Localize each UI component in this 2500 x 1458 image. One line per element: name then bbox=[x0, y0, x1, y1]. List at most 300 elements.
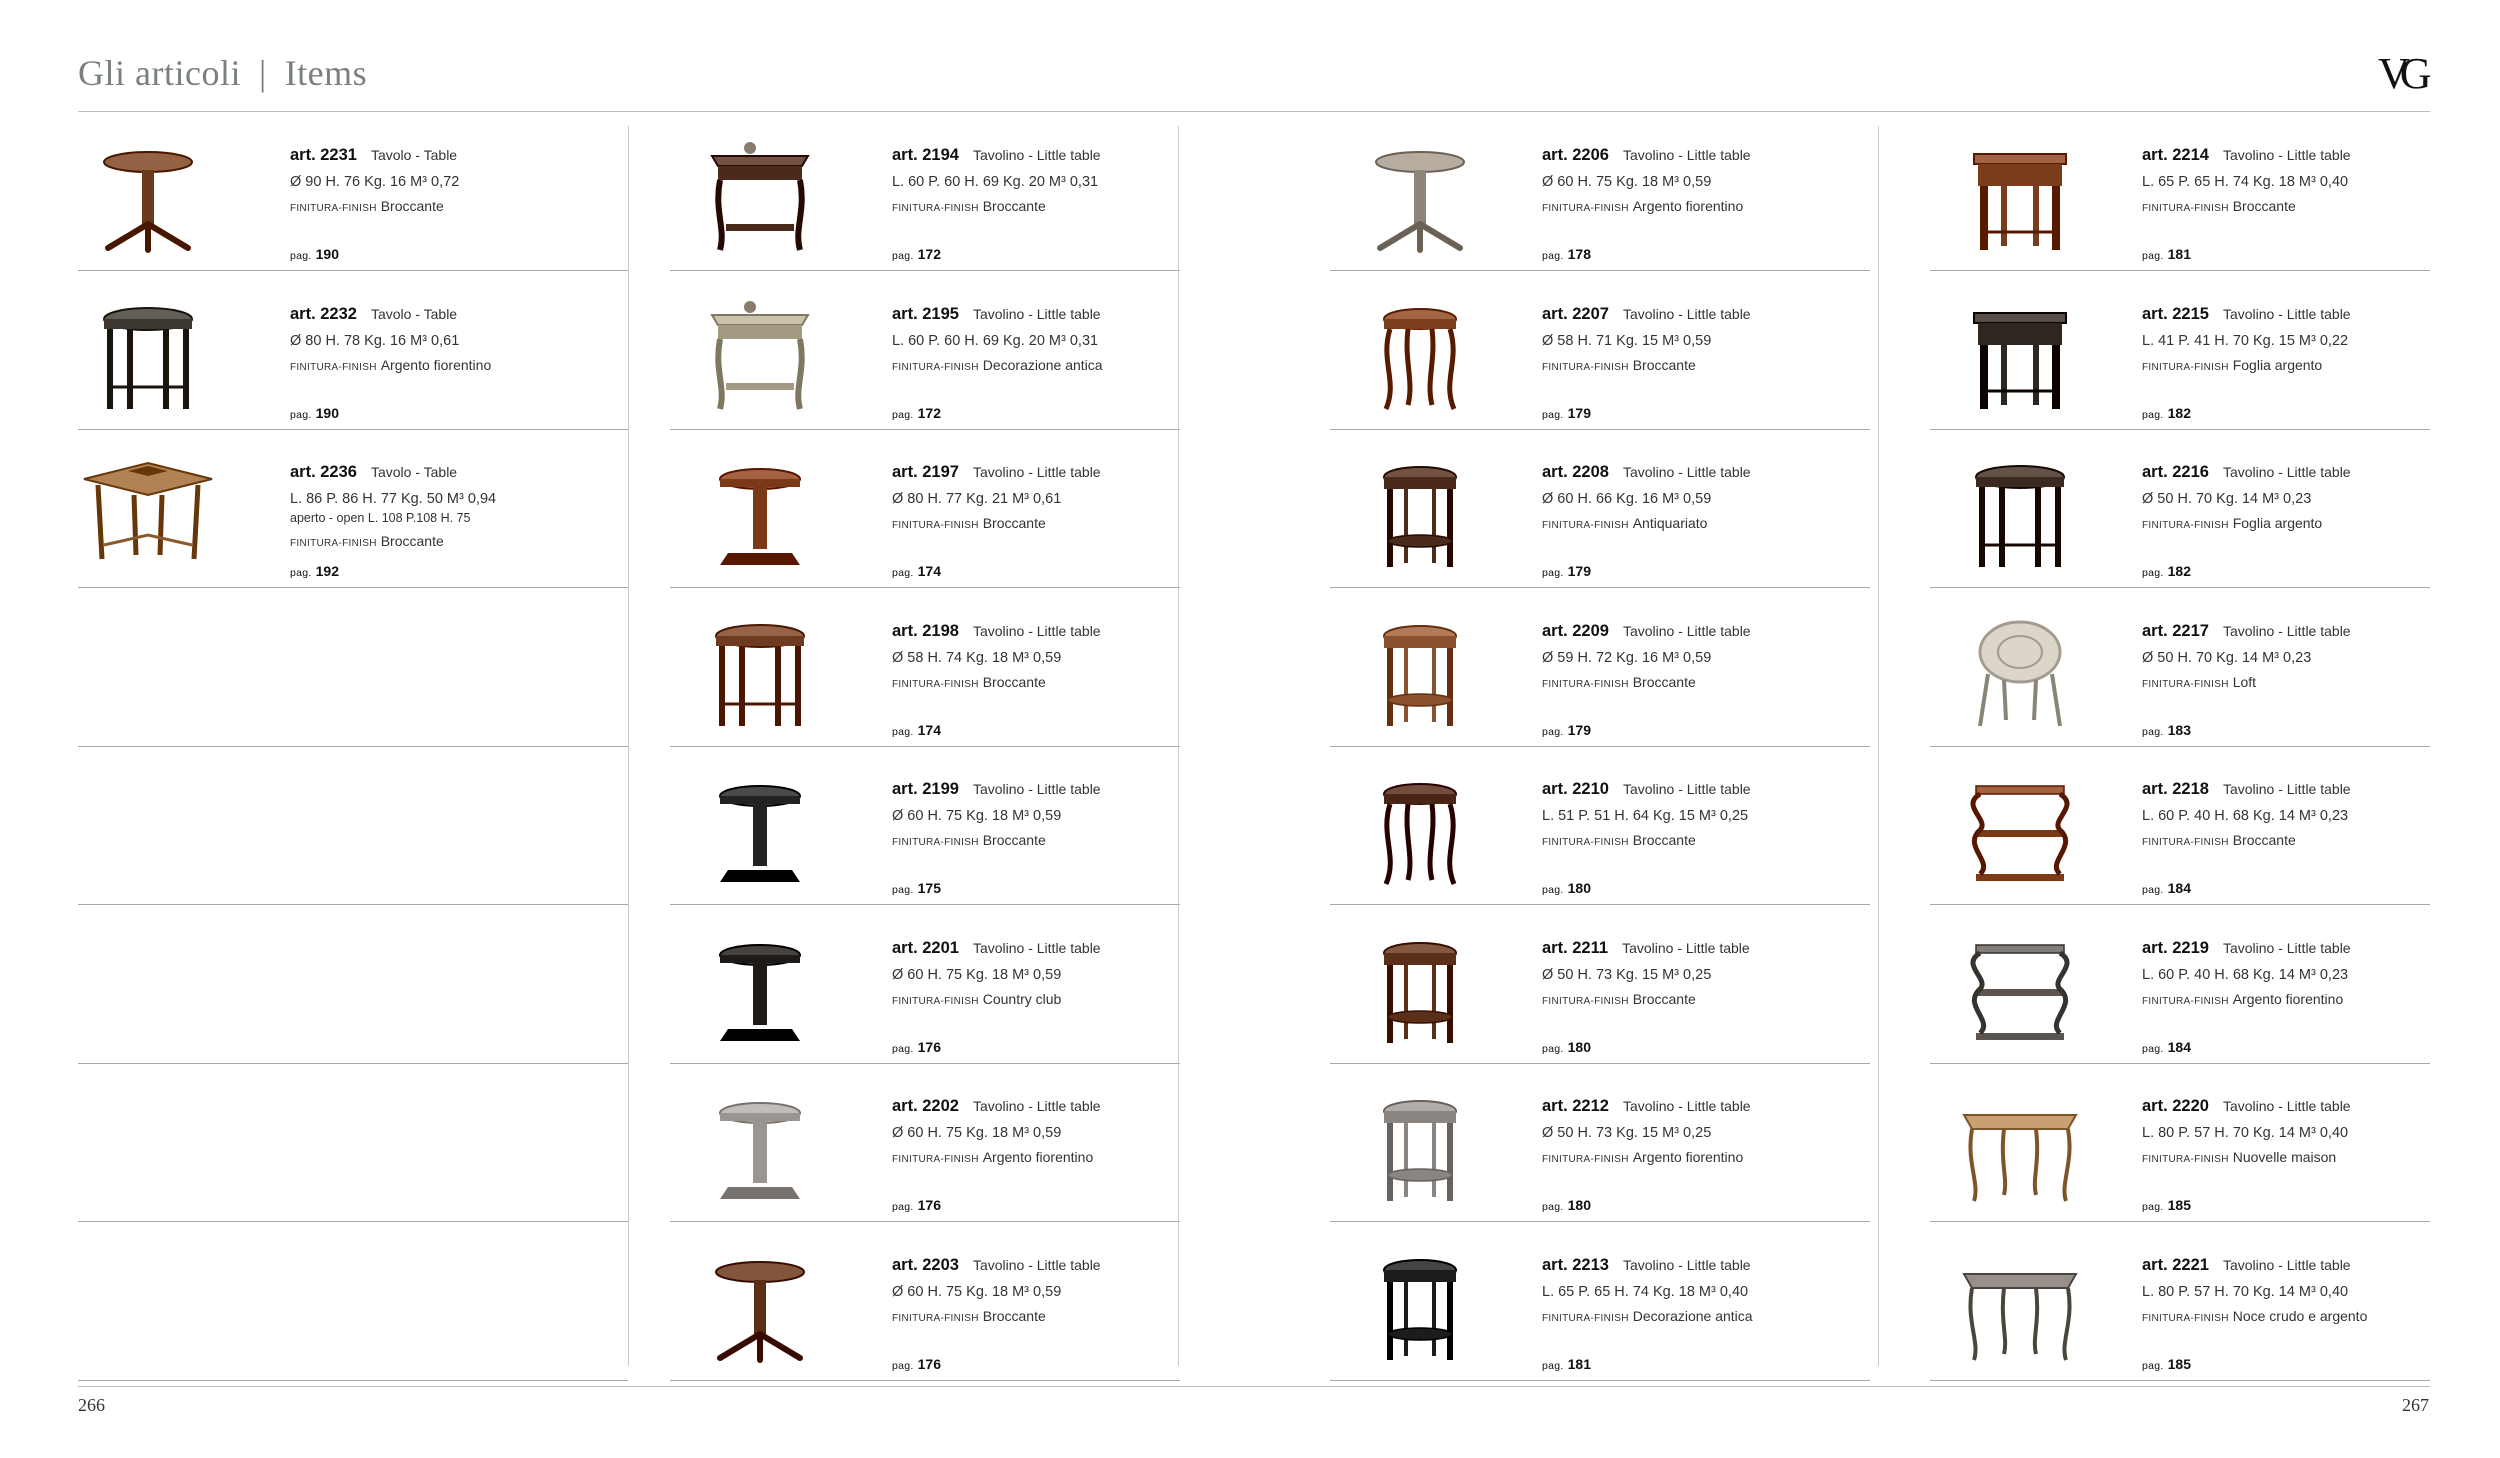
page-reference-label: pag. bbox=[892, 1201, 914, 1213]
page-reference-number: 181 bbox=[1567, 1355, 1591, 1372]
finish-label: FINITURA-FINISH bbox=[290, 538, 377, 549]
finish-line bbox=[290, 533, 496, 549]
finish-value: Country club bbox=[982, 990, 1062, 1007]
article-number: art. 2213 bbox=[1542, 1255, 1609, 1274]
row-divider bbox=[670, 1063, 1180, 1064]
page-reference-number: 180 bbox=[1567, 1197, 1591, 1213]
finish-line bbox=[1542, 1149, 1751, 1165]
finish-value: Argento fiorentino bbox=[380, 356, 492, 373]
page-reference-number: 180 bbox=[1567, 880, 1591, 896]
product-type: Tavolino - Little table bbox=[1622, 305, 1751, 322]
product-info bbox=[1542, 780, 1751, 848]
finish-line bbox=[1542, 357, 1751, 373]
product-info bbox=[2142, 146, 2351, 214]
finish-label: FINITURA-FINISH bbox=[2142, 520, 2229, 531]
brand-logo: VG bbox=[2378, 49, 2422, 98]
page-reference-label: pag. bbox=[1542, 250, 1564, 262]
finish-value: Argento fiorentino bbox=[1632, 1149, 1744, 1165]
finish-value: Broccante bbox=[1632, 356, 1696, 373]
page-reference-label: pag. bbox=[892, 1359, 914, 1372]
finish-line bbox=[1542, 1308, 1753, 1324]
row-divider bbox=[1330, 746, 1870, 747]
page-reference bbox=[1542, 722, 1591, 738]
finish-label: FINITURA-FINISH bbox=[892, 520, 979, 531]
article-number: art. 2203 bbox=[892, 1255, 959, 1274]
finish-value: Broccante bbox=[1632, 832, 1696, 848]
product-info bbox=[2142, 463, 2351, 531]
page-reference-label: pag. bbox=[1542, 1042, 1564, 1055]
product-type: Tavolino - Little table bbox=[972, 939, 1101, 956]
row-divider bbox=[1930, 429, 2430, 430]
header-rule bbox=[78, 111, 2430, 112]
product-heading bbox=[892, 146, 1101, 165]
page-reference-label: pag. bbox=[892, 884, 914, 896]
finish-label: FINITURA-FINISH bbox=[290, 361, 377, 373]
product-info bbox=[290, 463, 496, 549]
page-reference bbox=[1542, 246, 1591, 262]
row-divider bbox=[1330, 1380, 1870, 1381]
dimensions: L. 60 P. 40 H. 68 Kg. 14 M³ 0,23 bbox=[2142, 808, 2349, 824]
page-reference bbox=[892, 880, 941, 896]
dimensions: Ø 50 H. 70 Kg. 14 M³ 0,23 bbox=[2142, 649, 2312, 666]
product-type: Tavolino - Little table bbox=[2222, 781, 2351, 797]
page-reference-label: pag. bbox=[290, 408, 312, 421]
column-divider-2 bbox=[1178, 126, 1179, 1366]
product-heading bbox=[1542, 146, 1751, 165]
page-reference-number: 192 bbox=[315, 563, 339, 579]
page-reference bbox=[1542, 1039, 1591, 1055]
finish-line bbox=[2142, 674, 2351, 690]
product-heading bbox=[1542, 939, 1750, 958]
product-heading bbox=[1542, 780, 1751, 799]
product-heading bbox=[1542, 1256, 1753, 1275]
row-divider bbox=[1330, 904, 1870, 905]
dimensions-open: aperto - open L. 108 P.108 H. 75 bbox=[290, 511, 471, 525]
product-image-round-loft bbox=[1950, 608, 2090, 732]
product-image-square-turned bbox=[1950, 132, 2090, 256]
footer-rule bbox=[78, 1386, 2430, 1387]
dimensions: Ø 50 H. 70 Kg. 14 M³ 0,23 bbox=[2142, 491, 2312, 507]
product-info bbox=[892, 463, 1101, 531]
dimensions: Ø 50 H. 73 Kg. 15 M³ 0,25 bbox=[1542, 1125, 1712, 1141]
row-divider bbox=[1930, 746, 2430, 747]
finish-value: Antiquariato bbox=[1632, 515, 1708, 531]
finish-value: Decorazione antica bbox=[982, 356, 1103, 373]
page-reference-number: 179 bbox=[1567, 563, 1591, 579]
finish-line bbox=[2142, 1149, 2351, 1165]
finish-label: FINITURA-FINISH bbox=[290, 203, 377, 214]
page-reference bbox=[1542, 1197, 1591, 1213]
dimensions: L. 80 P. 57 H. 70 Kg. 14 M³ 0,40 bbox=[2142, 1125, 2349, 1141]
page-reference-number: 185 bbox=[2167, 1197, 2191, 1213]
page-number-right: 267 bbox=[2402, 1395, 2429, 1415]
finish-line bbox=[892, 991, 1101, 1007]
product-type: Tavolino - Little table bbox=[972, 1098, 1101, 1114]
page-reference-number: 175 bbox=[917, 880, 941, 896]
finish-value: Broccante bbox=[982, 1307, 1046, 1324]
dimensions: Ø 80 H. 78 Kg. 16 M³ 0,61 bbox=[290, 332, 460, 349]
article-number: art. 2219 bbox=[2142, 938, 2209, 957]
catalog-item bbox=[1930, 126, 2430, 274]
product-type: Tavolino - Little table bbox=[1622, 781, 1751, 797]
article-number: art. 2236 bbox=[290, 463, 357, 481]
page-reference bbox=[1542, 880, 1591, 896]
dimensions: L. 60 P. 60 H. 69 Kg. 20 M³ 0,31 bbox=[892, 174, 1099, 190]
catalog-item bbox=[1330, 1236, 1870, 1384]
row-divider bbox=[670, 270, 1180, 271]
finish-label: FINITURA-FINISH bbox=[1542, 1154, 1629, 1165]
dimensions: Ø 58 H. 74 Kg. 18 M³ 0,59 bbox=[892, 649, 1062, 666]
page-reference-number: 190 bbox=[315, 404, 339, 421]
product-image-round-pedestal-plinth bbox=[690, 925, 830, 1049]
page-reference-number: 190 bbox=[315, 246, 339, 262]
finish-label: FINITURA-FINISH bbox=[1542, 203, 1629, 214]
catalog-item bbox=[1930, 760, 2430, 908]
page-reference-number: 179 bbox=[1567, 721, 1591, 738]
finish-line bbox=[892, 515, 1101, 531]
page-reference-label: pag. bbox=[892, 725, 914, 738]
article-number: art. 2208 bbox=[1542, 463, 1609, 481]
page-reference bbox=[2142, 880, 2191, 896]
finish-label: FINITURA-FINISH bbox=[1542, 678, 1629, 690]
product-type: Tavolino - Little table bbox=[972, 781, 1101, 797]
article-number: art. 2207 bbox=[1542, 304, 1609, 323]
finish-value: Broccante bbox=[1632, 673, 1696, 690]
row-divider bbox=[78, 587, 628, 588]
finish-line bbox=[2142, 357, 2351, 373]
page-reference bbox=[2142, 405, 2191, 421]
catalog-item bbox=[1330, 602, 1870, 750]
finish-value: Foglia argento bbox=[2232, 356, 2323, 373]
product-type: Tavolino - Little table bbox=[972, 464, 1101, 480]
page-reference-label: pag. bbox=[892, 250, 914, 262]
article-number: art. 2215 bbox=[2142, 304, 2209, 323]
finish-value: Argento fiorentino bbox=[1632, 198, 1744, 214]
product-heading bbox=[2142, 1256, 2367, 1275]
finish-line bbox=[1542, 515, 1751, 531]
product-heading bbox=[2142, 939, 2351, 958]
product-heading bbox=[892, 1097, 1101, 1116]
row-divider bbox=[1930, 1380, 2430, 1381]
catalog-item bbox=[1930, 602, 2430, 750]
catalog-item bbox=[1330, 760, 1870, 908]
finish-label: FINITURA-FINISH bbox=[2142, 1312, 2229, 1324]
page-reference-label: pag. bbox=[2142, 250, 2164, 262]
article-number: art. 2211 bbox=[1542, 938, 1609, 957]
page-reference-label: pag. bbox=[892, 1042, 914, 1055]
catalog-item bbox=[1930, 443, 2430, 591]
row-divider bbox=[78, 904, 628, 905]
row-divider bbox=[670, 904, 1180, 905]
article-number: art. 2201 bbox=[892, 938, 959, 957]
catalog-item bbox=[1930, 1236, 2430, 1384]
row-divider bbox=[78, 746, 628, 747]
page-reference bbox=[892, 1197, 941, 1213]
product-heading bbox=[2142, 305, 2351, 324]
catalog-item bbox=[670, 602, 1180, 750]
page-reference-number: 178 bbox=[1567, 246, 1591, 262]
catalog-item bbox=[1330, 1077, 1870, 1225]
product-image-round-four-leg-shelf bbox=[1350, 925, 1490, 1049]
article-number: art. 2197 bbox=[892, 463, 959, 481]
product-image-round-four-leg bbox=[1950, 449, 2090, 573]
page-title bbox=[78, 52, 367, 94]
article-number: art. 2195 bbox=[892, 304, 959, 323]
finish-label: FINITURA-FINISH bbox=[892, 1312, 979, 1324]
finish-value: Argento fiorentino bbox=[2232, 990, 2344, 1007]
article-number: art. 2216 bbox=[2142, 463, 2209, 481]
catalog-item bbox=[670, 285, 1180, 433]
page-reference bbox=[892, 405, 941, 421]
page-reference bbox=[892, 722, 941, 738]
product-info bbox=[290, 305, 491, 373]
page-reference-label: pag. bbox=[2142, 1201, 2164, 1213]
page-reference bbox=[2142, 1039, 2191, 1055]
catalog-item bbox=[78, 126, 628, 274]
finish-label: FINITURA-FINISH bbox=[1542, 1312, 1629, 1324]
dimensions: Ø 60 H. 66 Kg. 16 M³ 0,59 bbox=[1542, 491, 1712, 507]
page-reference bbox=[1542, 1356, 1591, 1372]
product-image-round-four-leg bbox=[690, 608, 830, 732]
product-image-square-turned bbox=[1950, 291, 2090, 415]
product-info bbox=[892, 1256, 1101, 1324]
product-type: Tavolino - Little table bbox=[1622, 1256, 1751, 1273]
dimensions: L. 86 P. 86 H. 77 Kg. 50 M³ 0,94 bbox=[290, 491, 497, 507]
page-number-left: 266 bbox=[78, 1395, 105, 1415]
product-heading bbox=[892, 622, 1101, 641]
product-heading bbox=[892, 305, 1103, 324]
page-reference-label: pag. bbox=[290, 250, 312, 262]
finish-label: FINITURA-FINISH bbox=[1542, 837, 1629, 848]
article-number: art. 2220 bbox=[2142, 1097, 2209, 1115]
finish-label: FINITURA-FINISH bbox=[2142, 678, 2229, 690]
product-image-round-pedestal-plinth bbox=[690, 766, 830, 890]
page-reference-label: pag. bbox=[1542, 1359, 1564, 1372]
dimensions: Ø 59 H. 72 Kg. 16 M³ 0,59 bbox=[1542, 649, 1712, 666]
product-info bbox=[1542, 305, 1751, 373]
product-info bbox=[892, 939, 1101, 1007]
page-reference-label: pag. bbox=[2142, 1042, 2164, 1055]
dimensions: Ø 58 H. 71 Kg. 15 M³ 0,59 bbox=[1542, 332, 1712, 349]
dimensions: L. 41 P. 41 H. 70 Kg. 15 M³ 0,22 bbox=[2142, 332, 2349, 349]
finish-line bbox=[892, 832, 1101, 848]
finish-line bbox=[290, 198, 459, 214]
finish-label: FINITURA-FINISH bbox=[892, 1154, 979, 1165]
product-image-round-curved-leg bbox=[1350, 766, 1490, 890]
product-image-round-four-leg-shelf bbox=[1350, 608, 1490, 732]
product-heading bbox=[2142, 1097, 2351, 1116]
page-reference bbox=[290, 405, 339, 421]
product-info bbox=[1542, 463, 1751, 531]
product-info bbox=[2142, 939, 2351, 1007]
finish-value: Broccante bbox=[1632, 990, 1696, 1007]
finish-label: FINITURA-FINISH bbox=[892, 678, 979, 690]
title-separator: | bbox=[258, 53, 267, 93]
row-divider bbox=[1330, 1221, 1870, 1222]
dimensions: Ø 60 H. 75 Kg. 18 M³ 0,59 bbox=[892, 1283, 1062, 1300]
row-divider bbox=[78, 429, 628, 430]
row-divider bbox=[78, 1221, 628, 1222]
dimensions: Ø 60 H. 75 Kg. 18 M³ 0,59 bbox=[892, 966, 1062, 983]
page-reference bbox=[892, 1039, 941, 1055]
product-type: Tavolino - Little table bbox=[972, 622, 1101, 639]
product-type: Tavolino - Little table bbox=[2222, 464, 2351, 480]
finish-line bbox=[1542, 198, 1751, 214]
finish-value: Broccante bbox=[2232, 198, 2296, 214]
page-reference-number: 180 bbox=[1567, 1038, 1591, 1055]
row-divider bbox=[1330, 429, 1870, 430]
catalog-item bbox=[670, 126, 1180, 274]
page-reference bbox=[2142, 246, 2191, 262]
product-heading bbox=[892, 780, 1101, 799]
product-type: Tavolino - Little table bbox=[972, 305, 1101, 322]
product-heading bbox=[1542, 1097, 1751, 1116]
finish-label: FINITURA-FINISH bbox=[2142, 837, 2229, 848]
dimensions: Ø 90 H. 76 Kg. 16 M³ 0,72 bbox=[290, 174, 460, 190]
dimensions: L. 80 P. 57 H. 70 Kg. 14 M³ 0,40 bbox=[2142, 1283, 2349, 1300]
page-reference-number: 176 bbox=[917, 1355, 941, 1372]
finish-label: FINITURA-FINISH bbox=[892, 995, 979, 1007]
product-info bbox=[1542, 1256, 1753, 1324]
row-divider bbox=[1930, 1221, 2430, 1222]
finish-label: FINITURA-FINISH bbox=[2142, 361, 2229, 373]
page-reference-number: 172 bbox=[917, 246, 941, 262]
page-reference-number: 184 bbox=[2167, 1038, 2191, 1055]
catalog-item bbox=[1330, 919, 1870, 1067]
product-type: Tavolino - Little table bbox=[972, 1256, 1101, 1273]
product-info bbox=[1542, 622, 1751, 690]
product-heading bbox=[1542, 622, 1751, 641]
row-divider bbox=[78, 1380, 628, 1381]
product-image-round-pedestal bbox=[78, 132, 218, 256]
dimensions: Ø 80 H. 77 Kg. 21 M³ 0,61 bbox=[892, 491, 1062, 507]
page-reference bbox=[1542, 563, 1591, 579]
product-info bbox=[892, 1097, 1101, 1165]
dimensions: Ø 60 H. 75 Kg. 18 M³ 0,59 bbox=[892, 1125, 1062, 1141]
page-reference-number: 176 bbox=[917, 1038, 941, 1055]
product-type: Tavolo - Table bbox=[370, 464, 458, 480]
product-heading bbox=[290, 146, 459, 165]
finish-value: Noce crudo e argento bbox=[2232, 1307, 2368, 1324]
product-info bbox=[892, 146, 1101, 214]
finish-line bbox=[2142, 832, 2351, 848]
finish-value: Broccante bbox=[2232, 832, 2296, 848]
catalog-item bbox=[1330, 443, 1870, 591]
page-reference-number: 181 bbox=[2167, 246, 2191, 262]
finish-value: Broccante bbox=[380, 198, 444, 214]
product-info bbox=[2142, 1256, 2367, 1324]
page-reference-label: pag. bbox=[1542, 725, 1564, 738]
dimensions: L. 60 P. 40 H. 68 Kg. 14 M³ 0,23 bbox=[2142, 966, 2349, 983]
product-type: Tavolino - Little table bbox=[1622, 939, 1750, 956]
product-info bbox=[2142, 622, 2351, 690]
page-reference-label: pag. bbox=[2142, 408, 2164, 421]
catalog-item bbox=[1930, 1077, 2430, 1225]
product-info bbox=[892, 780, 1101, 848]
finish-line bbox=[290, 357, 491, 373]
finish-line bbox=[892, 1308, 1101, 1324]
row-divider bbox=[670, 1221, 1180, 1222]
page-reference-number: 183 bbox=[2167, 721, 2191, 738]
finish-label: FINITURA-FINISH bbox=[892, 837, 979, 848]
column-divider-1 bbox=[628, 126, 629, 1366]
page-reference-label: pag. bbox=[2142, 1359, 2164, 1372]
catalog-item bbox=[1930, 285, 2430, 433]
product-type: Tavolino - Little table bbox=[1622, 464, 1751, 480]
article-number: art. 2194 bbox=[892, 146, 959, 164]
row-divider bbox=[1930, 270, 2430, 271]
article-number: art. 2198 bbox=[892, 621, 959, 640]
catalog-item bbox=[670, 443, 1180, 591]
product-heading bbox=[892, 463, 1101, 482]
product-type: Tavolino - Little table bbox=[2222, 1098, 2351, 1114]
product-image-round-curved-leg bbox=[1350, 291, 1490, 415]
product-image-round-pedestal bbox=[1350, 132, 1490, 256]
product-type: Tavolino - Little table bbox=[1622, 622, 1751, 639]
page-reference-label: pag. bbox=[2142, 884, 2164, 896]
page-reference-label: pag. bbox=[2142, 567, 2164, 579]
finish-line bbox=[2142, 198, 2351, 214]
dimensions: L. 65 P. 65 H. 74 Kg. 18 M³ 0,40 bbox=[2142, 174, 2349, 190]
row-divider bbox=[670, 429, 1180, 430]
finish-label: FINITURA-FINISH bbox=[892, 203, 979, 214]
page-reference-number: 172 bbox=[917, 404, 941, 421]
product-image-round-four-leg-shelf bbox=[1350, 449, 1490, 573]
page-reference-number: 182 bbox=[2167, 404, 2191, 421]
product-type: Tavolino - Little table bbox=[1622, 1098, 1751, 1114]
page-reference-label: pag. bbox=[1542, 567, 1564, 579]
product-heading bbox=[892, 1256, 1101, 1275]
product-type: Tavolino - Little table bbox=[2222, 939, 2351, 956]
page-reference bbox=[892, 246, 941, 262]
page-reference-label: pag. bbox=[2142, 725, 2164, 738]
finish-value: Foglia argento bbox=[2232, 515, 2323, 531]
product-image-round-pedestal-plinth bbox=[690, 1083, 830, 1207]
page-reference-label: pag. bbox=[892, 408, 914, 421]
product-image-round-pedestal bbox=[690, 1242, 830, 1366]
article-number: art. 2210 bbox=[1542, 780, 1609, 798]
product-image-square-shelf bbox=[690, 132, 830, 256]
page-reference bbox=[2142, 1356, 2191, 1372]
finish-line bbox=[2142, 991, 2351, 1007]
dimensions: Ø 60 H. 75 Kg. 18 M³ 0,59 bbox=[892, 808, 1062, 824]
product-heading bbox=[290, 305, 491, 324]
catalog-item bbox=[670, 1236, 1180, 1384]
article-number: art. 2221 bbox=[2142, 1255, 2209, 1274]
dimensions: L. 51 P. 51 H. 64 Kg. 15 M³ 0,25 bbox=[1542, 808, 1749, 824]
row-divider bbox=[1930, 587, 2430, 588]
row-divider bbox=[670, 746, 1180, 747]
page-reference-label: pag. bbox=[290, 567, 312, 579]
article-number: art. 2231 bbox=[290, 146, 357, 164]
product-type: Tavolo - Table bbox=[370, 305, 458, 322]
title-italian: Gli articoli bbox=[78, 53, 241, 93]
finish-value: Broccante bbox=[982, 198, 1046, 214]
product-heading bbox=[2142, 146, 2351, 165]
page-reference-number: 179 bbox=[1567, 404, 1591, 421]
page-reference bbox=[2142, 563, 2191, 579]
page-reference bbox=[892, 1356, 941, 1372]
article-number: art. 2199 bbox=[892, 780, 959, 798]
page-reference-number: 182 bbox=[2167, 563, 2191, 579]
product-type: Tavolino - Little table bbox=[972, 147, 1101, 163]
product-type: Tavolino - Little table bbox=[2222, 305, 2351, 322]
product-info bbox=[2142, 1097, 2351, 1165]
finish-line bbox=[892, 198, 1101, 214]
catalog-item bbox=[670, 919, 1180, 1067]
title-english: Items bbox=[284, 53, 368, 93]
row-divider bbox=[670, 1380, 1180, 1381]
